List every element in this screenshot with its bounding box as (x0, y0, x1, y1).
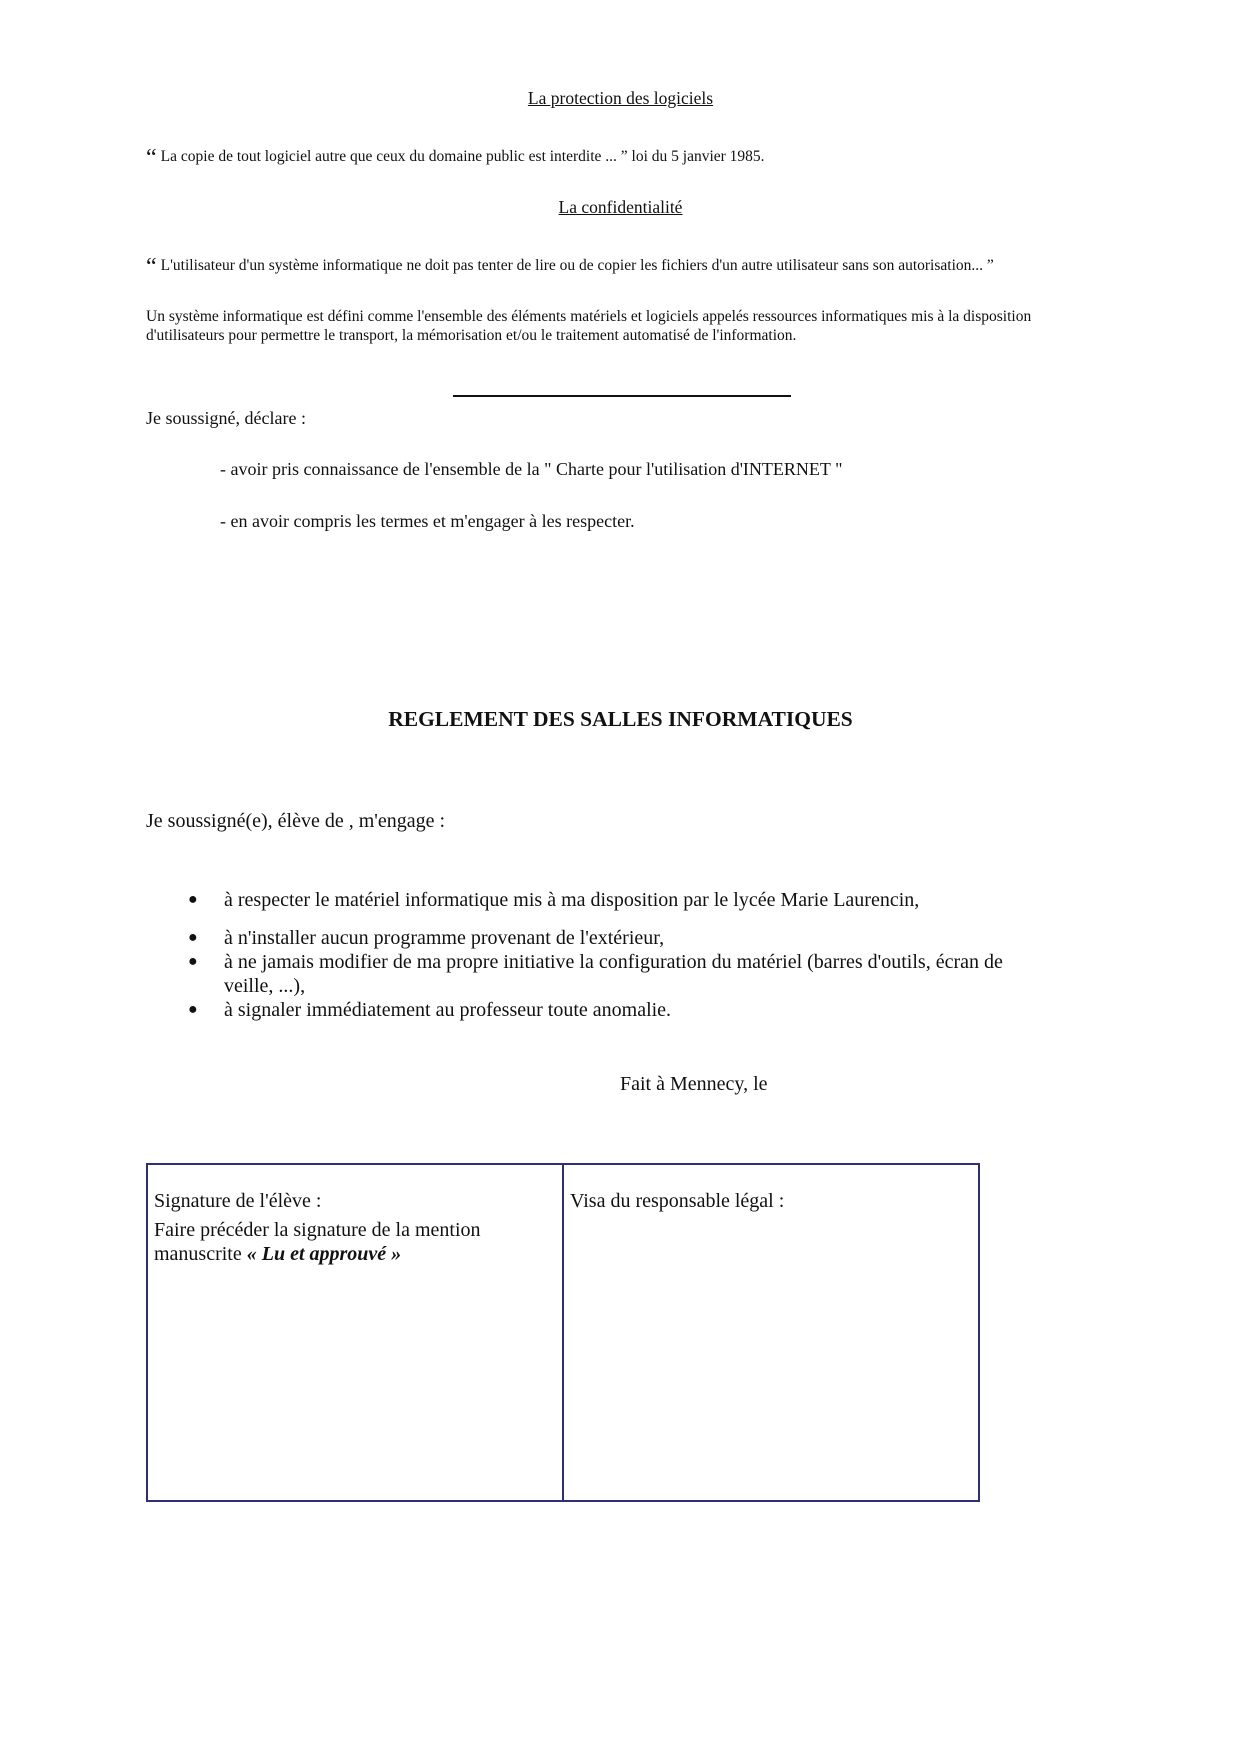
student-signature-cell (154, 1189, 554, 1266)
list-item-text: à ne jamais modifier de ma propre initiative la configuration du matériel (barres d'outils, écran de veille, ...), (224, 951, 1003, 997)
student-signature-note (154, 1218, 554, 1266)
definition-line-2: d'utilisateurs pour permettre le transport, la mémorisation et/ou le traitement automatisé de l'information. (146, 327, 797, 344)
quote-open-mark: “ (146, 145, 157, 171)
bullet-icon: ● (188, 891, 198, 908)
list-item-text: à respecter le matériel informatique mis à ma disposition par le lycée Marie Laurencin, (224, 889, 920, 911)
regulation-intro: Je soussigné(e), élève de , m'engage : (146, 810, 446, 832)
heading-software-protection: La protection des logiciels (527, 88, 714, 108)
declaration-item: - avoir pris connaissance de l'ensemble de la " Charte pour l'utilisation d'INTERNET " (220, 459, 843, 479)
quote-open-mark: “ (146, 254, 157, 280)
heading-confidentiality: La confidentialité (558, 197, 683, 217)
definition-paragraph (146, 307, 1031, 345)
quote-confidentiality (146, 254, 994, 281)
definition-line-1: Un système informatique est défini comme l'ensemble des éléments matériels et logiciels appelés ressources informatiques mis à la disposition (146, 308, 1032, 325)
table-divider (562, 1165, 564, 1500)
student-note-text: Faire précéder la signature de la mention manuscrite (154, 1219, 481, 1265)
list-item-text: à signaler immédiatement au professeur toute anomalie. (224, 999, 672, 1021)
bullet-icon: ● (188, 953, 198, 970)
declaration-intro: Je soussigné, déclare : (146, 408, 306, 428)
student-signature-label: Signature de l'élève : (154, 1190, 322, 1212)
guardian-visa-label: Visa du responsable légal : (570, 1190, 785, 1212)
bullet-icon: ● (188, 1001, 198, 1018)
signature-table (146, 1163, 980, 1502)
quote-software-protection (146, 145, 765, 172)
list-item-text: à n'installer aucun programme provenant de l'extérieur, (224, 927, 665, 949)
separator-line (453, 395, 791, 397)
regulation-title: REGLEMENT DES SALLES INFORMATIQUES (388, 707, 853, 731)
quote-confidentiality-text: L'utilisateur d'un système informatique ne doit pas tenter de lire ou de copier les fichiers d'un autre utilisateur sans son autorisation... ” (160, 257, 994, 274)
quote-software-text: La copie de tout logiciel autre que ceux du domaine public est interdite ... ” loi du 5 janvier 1985. (160, 148, 765, 165)
approval-mention: « Lu et approuvé » (246, 1243, 402, 1265)
declaration-item: - en avoir compris les termes et m'engager à les respecter. (220, 511, 635, 531)
bullet-icon: ● (188, 929, 198, 946)
place-date-line: Fait à Mennecy, le (620, 1073, 768, 1095)
